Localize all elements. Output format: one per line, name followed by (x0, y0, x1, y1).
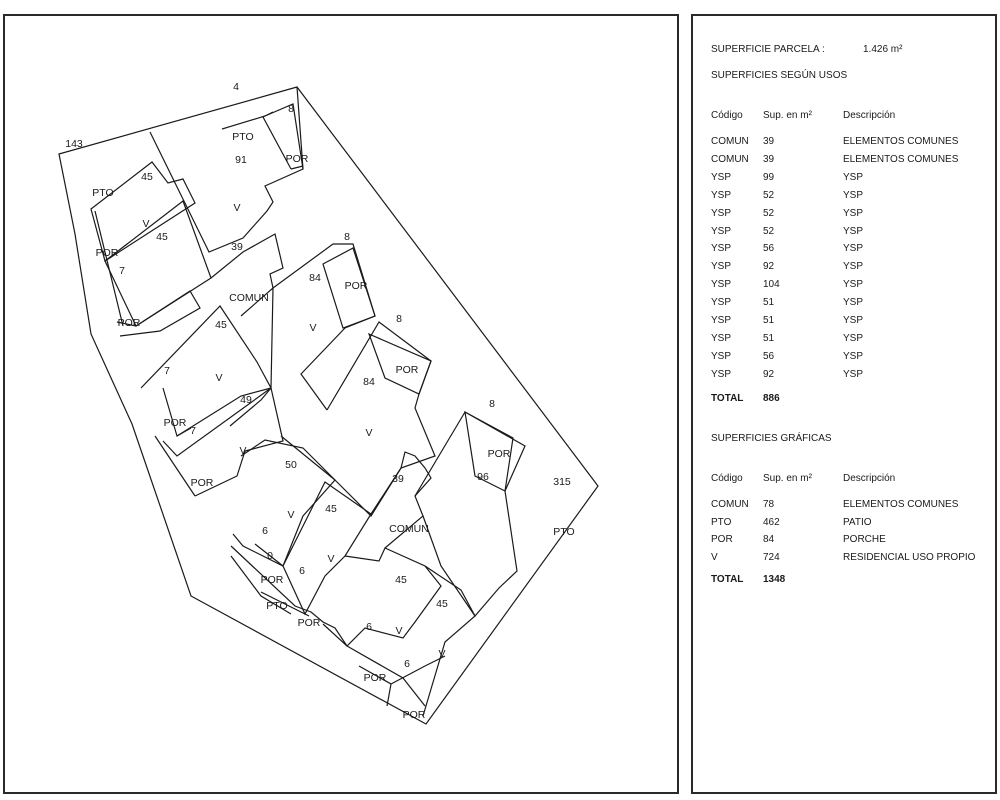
unit-outline (141, 306, 271, 456)
row-area: 39 (763, 136, 775, 147)
row-code: YSP (711, 207, 732, 219)
row-area: 78 (763, 499, 775, 510)
plan-label: 6 (262, 525, 268, 537)
plan-label: PTO (92, 187, 114, 199)
plan-label: PTO (232, 131, 254, 143)
plan-label: 84 (309, 272, 321, 284)
plan-label: 6 (366, 621, 372, 633)
parcel-area-value: 1.426 m² (863, 44, 903, 55)
row-code: COMUN (711, 153, 749, 165)
row-desc: ELEMENTOS COMUNES (843, 136, 959, 147)
plan-label: POR (395, 364, 419, 376)
unit-outline (105, 201, 211, 326)
row-desc: YSP (843, 350, 864, 362)
row-desc: YSP (843, 207, 864, 219)
row-code: COMUN (711, 499, 749, 510)
plan-label: COMUN (229, 292, 269, 304)
unit-outline (423, 566, 475, 716)
row-code: YSP (711, 261, 732, 273)
uses-total-value: 886 (763, 393, 780, 404)
row-area: 84 (763, 534, 775, 545)
plan-label: 0 (267, 550, 273, 562)
plan-label: 50 (285, 459, 297, 471)
row-area: 52 (763, 225, 775, 237)
plan-label: 45 (141, 171, 153, 183)
graphic-header-code: Código (711, 473, 743, 484)
row-area: 56 (763, 350, 775, 362)
unit-outline (233, 440, 335, 566)
plan-label: 143 (65, 138, 83, 150)
row-area: 92 (763, 368, 775, 380)
graphic-total-label: TOTAL (711, 574, 744, 585)
row-code: YSP (711, 297, 732, 309)
graphic-header-area: Sup. en m² (763, 473, 812, 484)
row-code: YSP (711, 315, 732, 326)
plan-label: POR (363, 672, 387, 684)
row-code: V (711, 551, 718, 563)
plan-label: 6 (404, 658, 410, 670)
plan-label: POR (344, 280, 368, 292)
row-code: COMUN (711, 136, 749, 147)
graphic-section-title: SUPERFICIES GRÁFICAS (711, 433, 832, 444)
plan-label: V (309, 322, 317, 334)
plan-label: 45 (156, 231, 168, 243)
row-area: 99 (763, 171, 775, 183)
plan-label: POR (297, 617, 321, 629)
plan-label: POR (402, 709, 426, 721)
surface-summary-panel (691, 14, 997, 794)
row-desc: YSP (843, 171, 864, 183)
plan-label: PTO (266, 600, 288, 612)
plan-label: 39 (392, 473, 404, 485)
row-desc: PORCHE (843, 534, 886, 545)
plan-label: 45 (325, 503, 337, 515)
plan-label: 91 (235, 154, 247, 166)
plan-label: 8 (344, 231, 350, 243)
row-desc: YSP (843, 368, 864, 380)
parcel-area-label: SUPERFICIE PARCELA : (711, 44, 825, 55)
plan-label: 8 (288, 103, 294, 115)
plan-label: V (365, 427, 373, 439)
plan-label: 7 (119, 265, 125, 277)
row-desc: ELEMENTOS COMUNES (843, 499, 959, 510)
plan-label: 49 (240, 394, 252, 406)
row-desc: RESIDENCIAL USO PROPIO (843, 551, 976, 563)
floor-plan-drawing (5, 16, 677, 792)
plan-label: V (239, 445, 247, 457)
uses-header-code: Código (711, 110, 743, 121)
plan-label: PTO (553, 526, 575, 538)
row-code: YSP (711, 171, 732, 183)
plan-label: V (233, 202, 241, 214)
unit-outline (283, 482, 371, 614)
unit-outline (291, 166, 303, 169)
plan-label: 45 (215, 319, 227, 331)
plan-label: 8 (489, 398, 495, 410)
row-code: YSP (711, 368, 732, 380)
plan-label: 39 (231, 241, 243, 253)
plan-label: COMUN (389, 523, 429, 535)
row-code: YSP (711, 279, 732, 291)
floor-plan-panel (3, 14, 679, 794)
plan-label: 96 (477, 471, 489, 483)
unit-outline (150, 87, 303, 252)
row-desc: YSP (843, 243, 864, 255)
row-code: YSP (711, 189, 732, 201)
row-code: PTO (711, 516, 732, 528)
row-code: YSP (711, 225, 732, 237)
row-desc: YSP (843, 279, 864, 291)
plan-label: 4 (233, 81, 239, 93)
plan-label: POR (487, 448, 511, 460)
plan-label: 84 (363, 376, 375, 388)
row-desc: YSP (843, 315, 864, 326)
plan-label: 315 (553, 476, 571, 488)
row-area: 104 (763, 279, 780, 291)
row-code: YSP (711, 243, 732, 255)
graphic-header-desc: Descripción (843, 473, 896, 484)
row-desc: YSP (843, 332, 864, 344)
plan-label: POR (117, 317, 141, 329)
row-area: 51 (763, 315, 775, 326)
row-code: YSP (711, 332, 732, 344)
plan-label: 7 (164, 365, 170, 377)
row-area: 52 (763, 207, 775, 219)
unit-outline (323, 548, 441, 646)
row-desc: YSP (843, 189, 864, 201)
uses-section-title: SUPERFICIES SEGÚN USOS (711, 70, 848, 81)
plan-label: V (142, 218, 150, 230)
unit-outline (155, 436, 195, 496)
row-desc: PATIO (843, 516, 872, 528)
unit-outline (211, 234, 283, 288)
uses-total-label: TOTAL (711, 393, 744, 404)
plan-label: 45 (436, 598, 448, 610)
unit-outline (327, 322, 435, 516)
row-area: 39 (763, 153, 775, 165)
plan-label: POR (285, 153, 309, 165)
plan-label: 7 (190, 425, 196, 437)
row-desc: YSP (843, 225, 864, 237)
plan-label: V (287, 509, 295, 521)
row-area: 56 (763, 243, 775, 255)
row-desc: ELEMENTOS COMUNES (843, 153, 959, 165)
plan-label: V (327, 553, 335, 565)
row-area: 52 (763, 189, 775, 201)
uses-header-desc: Descripción (843, 110, 896, 121)
graphic-total-value: 1348 (763, 574, 786, 585)
row-area: 92 (763, 261, 775, 273)
plan-label: 45 (395, 574, 407, 586)
plan-label: 8 (396, 313, 402, 325)
plan-label: POR (95, 247, 119, 259)
row-desc: YSP (843, 261, 864, 273)
row-code: YSP (711, 350, 732, 362)
uses-header-area: Sup. en m² (763, 110, 812, 121)
plan-label: V (215, 372, 223, 384)
row-area: 724 (763, 551, 780, 563)
plan-label: POR (260, 574, 284, 586)
plan-label: POR (190, 477, 214, 489)
plan-label: POR (163, 417, 187, 429)
plan-label: 6 (299, 565, 305, 577)
row-code: POR (711, 534, 733, 545)
row-area: 462 (763, 516, 780, 528)
row-area: 51 (763, 332, 775, 344)
row-area: 51 (763, 297, 775, 309)
plan-label: V (438, 648, 446, 660)
plan-label: V (395, 625, 403, 637)
row-desc: YSP (843, 297, 864, 309)
unit-outline (281, 436, 335, 480)
